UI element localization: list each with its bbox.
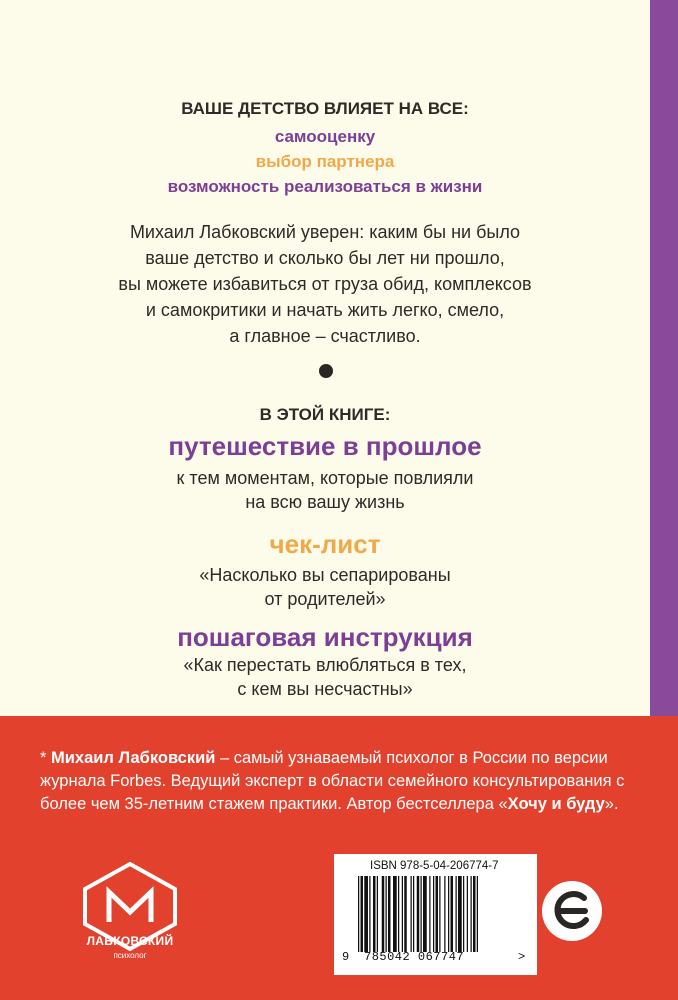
- bio-prefix: *: [40, 749, 52, 767]
- section-line: «Насколько вы сепарированы: [199, 565, 451, 585]
- section-line: с кем вы несчастны»: [237, 679, 413, 699]
- section-line: «Как перестать влюбляться в тех,: [183, 655, 467, 675]
- barcode-digits: 785042 067747: [364, 950, 465, 964]
- book-heading: В ЭТОЙ КНИГЕ:: [259, 405, 391, 424]
- paragraph-line: а главное – счастливо.: [229, 326, 421, 346]
- side-stripe: [650, 0, 678, 716]
- intro-item-realize: возможность реализоваться в жизни: [167, 177, 483, 196]
- barcode-block: [334, 854, 537, 975]
- barcode-arrow: >: [518, 950, 526, 964]
- section-title-checklist: чек-лист: [269, 529, 381, 559]
- barcode-icon: [358, 876, 516, 952]
- intro-item-self-esteem: самооценку: [274, 127, 376, 146]
- publisher-logo-icon: [541, 880, 603, 942]
- section-line: на всю вашу жизнь: [245, 492, 405, 512]
- intro-item-partner: выбор партнера: [255, 152, 395, 171]
- bio-book-title: Хочу и буду: [507, 795, 605, 813]
- paragraph-line: ваше детство и сколько бы лет ни прошло,: [145, 248, 505, 268]
- bio-text-end: ».: [604, 795, 619, 813]
- section-title-instruction: пошаговая инструкция: [177, 622, 473, 652]
- bio-author-name: Михаил Лабковский: [51, 749, 216, 767]
- separator-dot: [319, 364, 333, 378]
- section-title-journey: путешествие в прошлое: [168, 431, 482, 461]
- section-line: от родителей»: [264, 589, 386, 609]
- paragraph-line: Михаил Лабковский уверен: каким бы ни было: [129, 222, 521, 242]
- isbn-text: ISBN 978-5-04-206774-7: [370, 860, 499, 872]
- bio-text: – самый узнаваемый психолог в России по версии журнала Forbes. Ведущий эксперт в области семейного консультирования с более чем 35-летним стажем практики. Автор бестселлера «: [40, 749, 625, 813]
- barcode-first-digit: 9: [342, 950, 350, 964]
- intro-heading: ВАШЕ ДЕТСТВО ВЛИЯЕТ НА ВСЕ:: [181, 99, 469, 118]
- section-line: к тем моментам, которые повлияли: [176, 468, 474, 488]
- author-bio: [40, 747, 640, 816]
- logo-subtitle: психолог: [113, 951, 147, 960]
- logo-name: ЛАБКОВСКИЙ: [86, 934, 174, 948]
- paragraph-line: и самокритики и начать жить легко, смело,: [145, 300, 505, 320]
- paragraph-line: вы можете избавиться от груза обид, комплексов: [118, 274, 532, 294]
